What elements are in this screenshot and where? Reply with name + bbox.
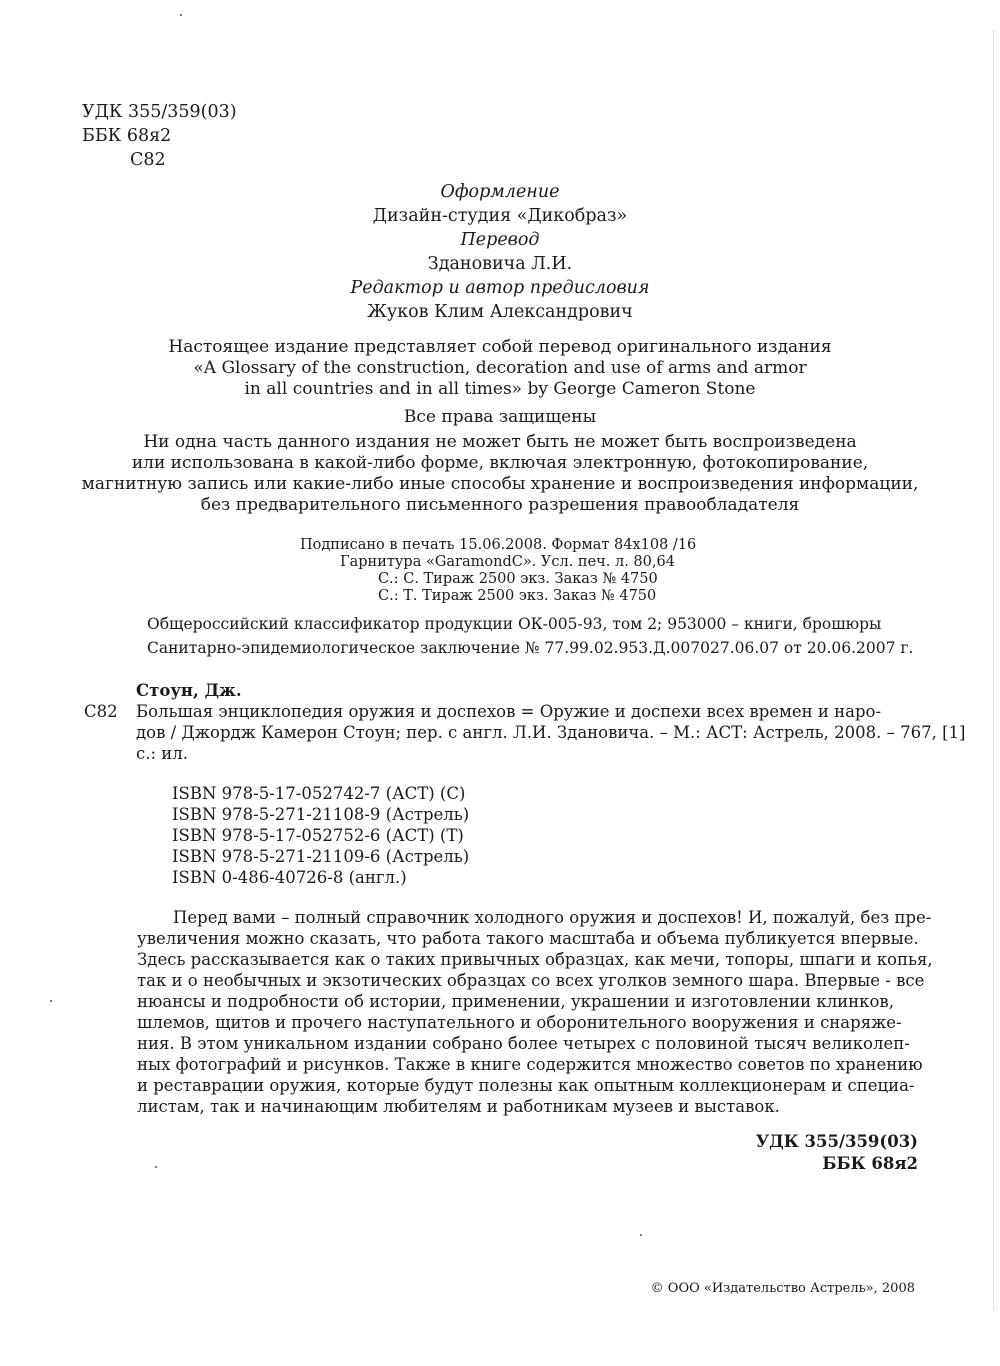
- imprint-block: [300, 537, 696, 605]
- isbn-item: ISBN 978-5-271-21109-6 (Астрель): [172, 847, 470, 866]
- prohibition-line: магнитную запись или какие-либо иные способы хранение и воспроизведения информации,: [81, 474, 919, 494]
- prohibition-line: Ни одна часть данного издания не может быть не может быть воспроизведена: [143, 432, 857, 452]
- copyright-notice: © ООО «Издательство Астрель», 2008: [650, 1281, 915, 1296]
- translation-notice: [0, 337, 1000, 400]
- sanitary-line: Санитарно-эпидемиологическое заключение № 77.99.02.953.Д.007027.06.07 от 20.06.2007 г.: [147, 639, 914, 657]
- translation-role: Перевод: [460, 230, 540, 250]
- record-line: Большая энциклопедия оружия и доспехов = Оружие и доспехи всех времен и наро-: [136, 702, 882, 721]
- udk-code: УДК 355/359(03): [82, 102, 237, 122]
- bottom-classification: [756, 1131, 918, 1175]
- bottom-bbk: ББК 68я2: [822, 1154, 918, 1173]
- prohibition-line: без предварительного письменного разрешения правообладателя: [200, 495, 800, 515]
- rights-reserved: Все права защищены: [403, 407, 597, 427]
- author-code: С82: [130, 150, 166, 170]
- imprint-line: С.: С. Тираж 2500 экз. Заказ № 4750: [378, 571, 658, 587]
- annotation-line: увеличения можно сказать, что работа такого масштаба и объема публикуется впервые.: [137, 929, 919, 948]
- classification-codes: [82, 100, 237, 172]
- notice-line: in all countries and in all times» by George Cameron Stone: [244, 379, 756, 399]
- isbn-item: ISBN 978-5-17-052742-7 (АСТ) (С): [172, 784, 466, 803]
- record-author: Стоун, Дж.: [136, 681, 242, 700]
- scan-speck: [180, 14, 182, 16]
- scan-speck: [155, 1166, 157, 1168]
- prohibition-line: или использована в какой-либо форме, включая электронную, фотокопирование,: [131, 453, 869, 473]
- isbn-list: [172, 783, 469, 888]
- scan-speck: [640, 1234, 642, 1236]
- annotation-line: Здесь рассказывается как о таких привычных образцах, как мечи, топоры, шпаги и копья,: [137, 950, 933, 969]
- annotation-line: шлемов, щитов и прочего наступательного и оборонительного вооружения и снаряже-: [137, 1013, 902, 1032]
- notice-line: Настоящее издание представляет собой перевод оригинального издания: [168, 337, 832, 357]
- translation-name: Здановича Л.И.: [427, 254, 573, 274]
- annotation-line: и реставрации оружия, которые будут полезны как опытным коллекционерам и специа-: [137, 1076, 915, 1095]
- scan-edge-artifact: [993, 30, 994, 1310]
- bibliographic-record: [84, 680, 966, 764]
- isbn-item: ISBN 0-486-40726-8 (англ.): [172, 868, 407, 887]
- notice-line: «A Glossary of the construction, decoration and use of arms and armor: [193, 358, 807, 378]
- imprint-line: Гарнитура «GaramondC». Усл. печ. л. 80,64: [340, 554, 675, 570]
- annotation-line: так и о необычных и экзотических образцах со всех уголков земного шара. Впервые - все: [137, 971, 925, 990]
- imprint-line: Подписано в печать 15.06.2008. Формат 84x108 /16: [300, 537, 697, 553]
- classifier-block: [147, 612, 913, 660]
- annotation-paragraph: [137, 907, 933, 1117]
- record-description: [136, 701, 966, 764]
- annotation-line: ных фотографий и рисунков. Также в книге содержится множество советов по хранению: [137, 1055, 923, 1074]
- imprint-line: С.: Т. Тираж 2500 экз. Заказ № 4750: [378, 588, 657, 604]
- bbk-code: ББК 68я2: [82, 126, 172, 146]
- scan-speck: [50, 1000, 52, 1002]
- credits-block: [0, 180, 1000, 324]
- classifier-line: Общероссийский классификатор продукции ОК-005-93, том 2; 953000 – книги, брошюры: [147, 615, 882, 633]
- editor-name: Жуков Клим Александрович: [367, 302, 633, 322]
- design-name: Дизайн-студия «Дикобраз»: [372, 206, 628, 226]
- copying-prohibition: [0, 432, 1000, 516]
- isbn-item: ISBN 978-5-17-052752-6 (АСТ) (Т): [172, 826, 464, 845]
- record-line: дов / Джордж Камерон Стоун; пер. с англ. Л.И. Здановича. – М.: АСТ: Астрель, 2008. – 767, [1]: [136, 723, 966, 742]
- record-line: с.: ил.: [136, 744, 189, 763]
- bottom-udk: УДК 355/359(03): [755, 1132, 918, 1151]
- annotation-line: листам, так и начинающим любителям и работникам музеев и выставок.: [137, 1097, 780, 1116]
- annotation-line: нюансы и подробности об истории, применении, украшении и изготовлении клинков,: [137, 992, 894, 1011]
- editor-role: Редактор и автор предисловия: [350, 278, 650, 298]
- annotation-line: Перед вами – полный справочник холодного оружия и доспехов! И, пожалуй, без пре-: [173, 908, 932, 927]
- design-role: Оформление: [440, 182, 560, 202]
- isbn-item: ISBN 978-5-271-21108-9 (Астрель): [172, 805, 470, 824]
- record-code: С82: [84, 702, 118, 721]
- annotation-line: ния. В этом уникальном издании собрано более четырех с половиной тысяч великолеп-: [137, 1034, 910, 1053]
